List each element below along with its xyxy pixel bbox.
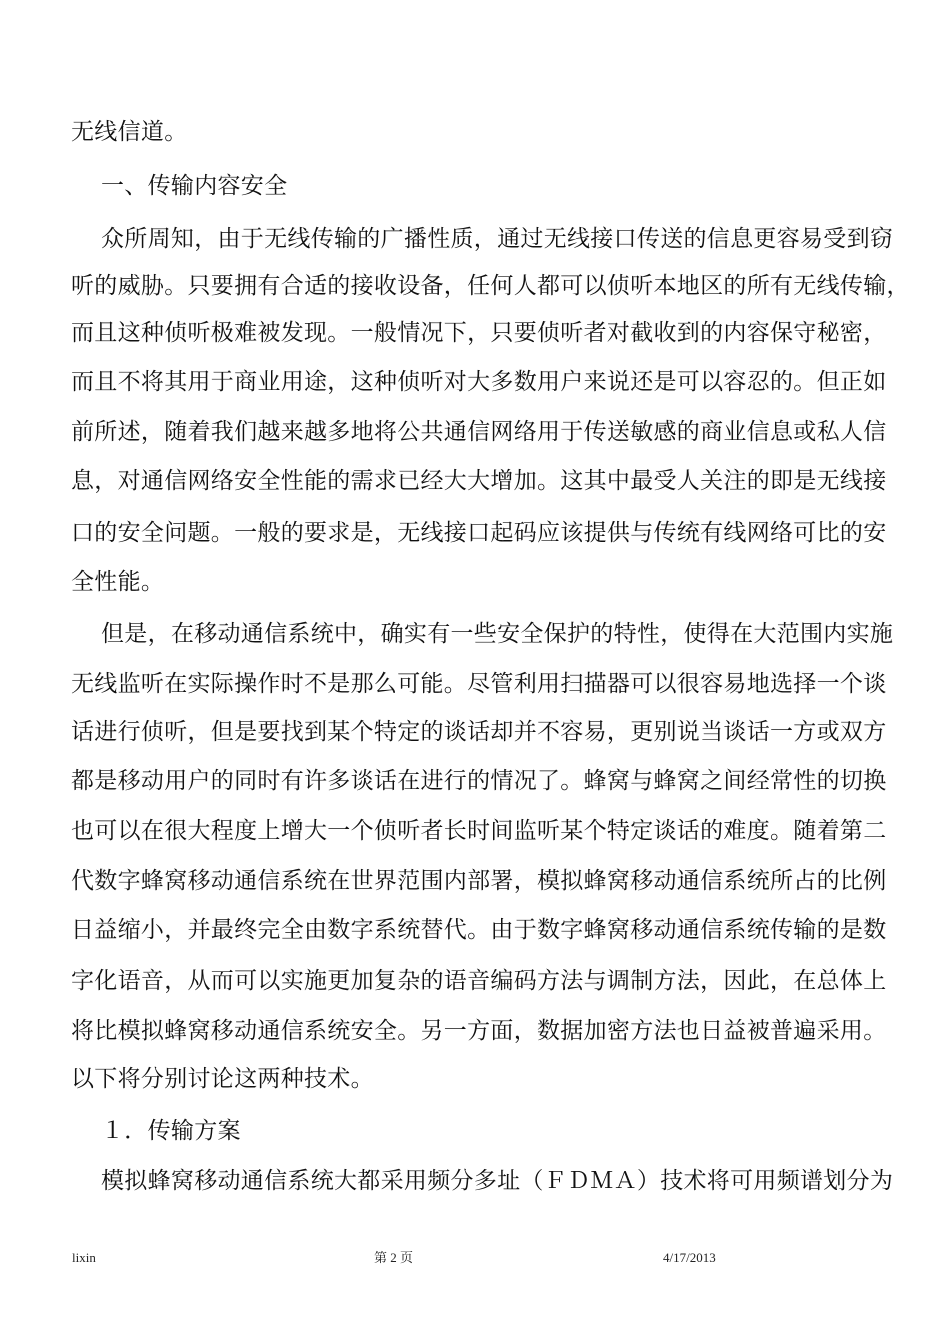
text-line: 无线信道。 [71, 119, 188, 145]
text-line: 也可以在很大程度上增大一个侦听者长时间监听某个特定谈话的难度。随着第二 [71, 818, 887, 844]
text-line: 但是，在移动通信系统中，确实有一些安全保护的特性，使得在大范围内实施 [101, 621, 894, 647]
text-line: 日益缩小，并最终完全由数字系统替代。由于数字蜂窝移动通信系统传输的是数 [71, 917, 887, 943]
text-line: 以下将分别讨论这两种技术。 [71, 1066, 374, 1092]
text-line: 话进行侦听，但是要找到某个特定的谈话却并不容易，更别说当谈话一方或双方 [71, 719, 887, 745]
text-line: 代数字蜂窝移动通信系统在世界范围内部署，模拟蜂窝移动通信系统所占的比例 [71, 868, 887, 894]
footer-date: 4/17/2013 [663, 1250, 716, 1265]
text-line: 字化语音，从而可以实施更加复杂的语音编码方法与调制方法，因此，在总体上 [71, 968, 887, 994]
text-line: 口的安全问题。一般的要求是，无线接口起码应该提供与传统有线网络可比的安 [71, 520, 887, 546]
text-line: 无线监听在实际操作时不是那么可能。尽管利用扫描器可以很容易地选择一个谈 [71, 671, 887, 697]
text-line: 而且这种侦听极难被发现。一般情况下，只要侦听者对截收到的内容保守秘密， [71, 320, 887, 346]
text-line: 听的威胁。只要拥有合适的接收设备，任何人都可以侦听本地区的所有无线传输， [71, 273, 910, 299]
text-line: 将比模拟蜂窝移动通信系统安全。另一方面，数据加密方法也日益被普遍采用。 [71, 1018, 887, 1044]
footer-author: lixin [72, 1250, 96, 1265]
footer-page-number: 第 2 页 [374, 1250, 414, 1265]
text-line: 前所述，随着我们越来越多地将公共通信网络用于传送敏感的商业信息或私人信 [71, 419, 887, 445]
section-heading: 一、传输内容安全 [101, 173, 288, 199]
text-line: 全性能。 [71, 569, 165, 595]
subsection-heading: １．传输方案 [101, 1118, 241, 1144]
text-line: 息，对通信网络安全性能的需求已经大大增加。这其中最受人关注的即是无线接 [71, 468, 887, 494]
text-line: 都是移动用户的同时有许多谈话在进行的情况了。蜂窝与蜂窝之间经常性的切换 [71, 768, 887, 794]
text-line: 而且不将其用于商业用途，这种侦听对大多数用户来说还是可以容忍的。但正如 [71, 369, 887, 395]
text-line: 众所周知，由于无线传输的广播性质，通过无线接口传送的信息更容易受到窃 [101, 226, 894, 252]
text-line: 模拟蜂窝移动通信系统大都采用频分多址（ＦＤＭＡ）技术将可用频谱划分为 [101, 1168, 894, 1194]
